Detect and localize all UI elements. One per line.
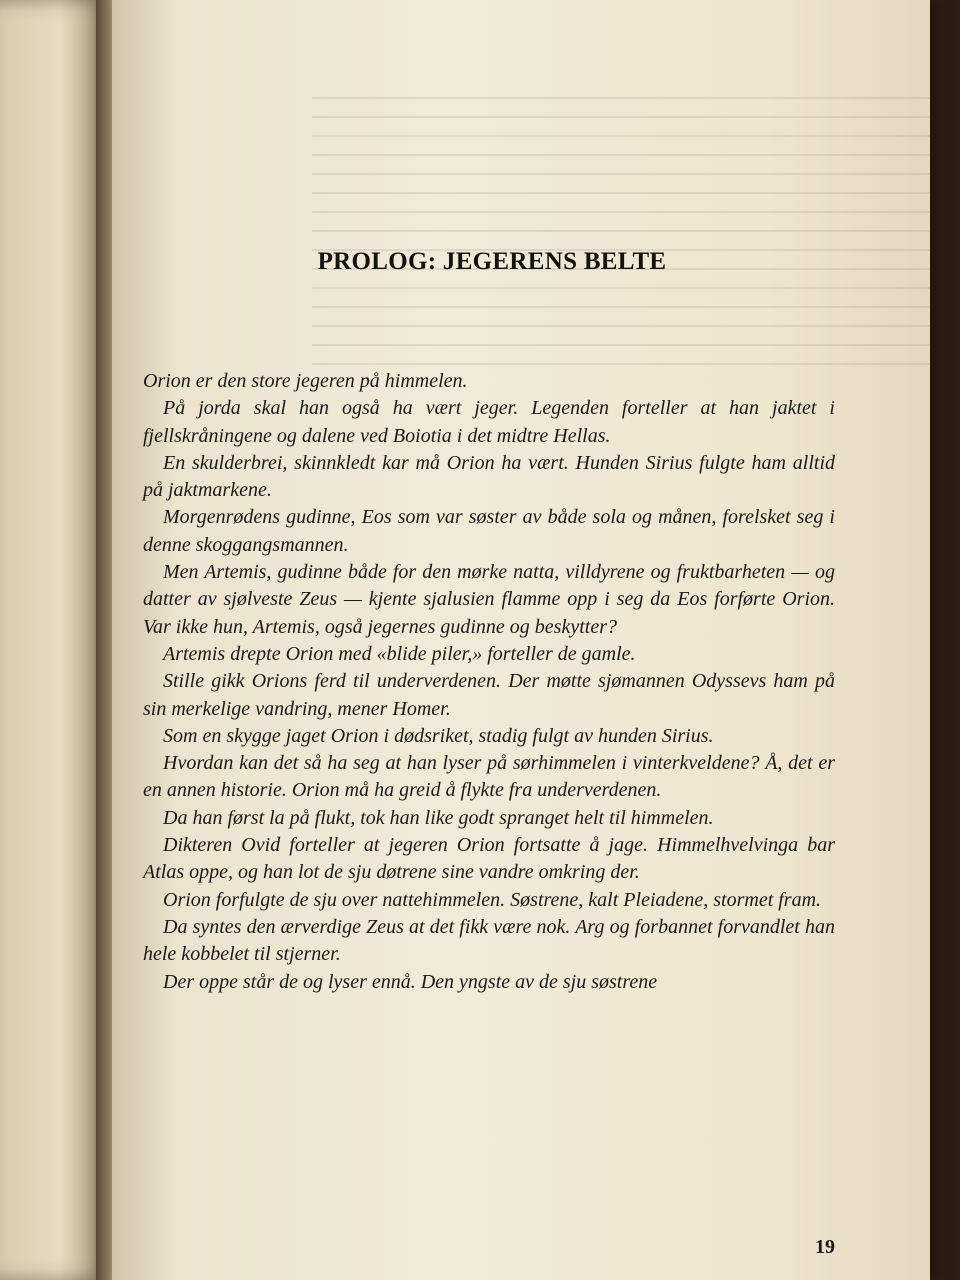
paragraph: Orion forfulgte de sju over nattehimmelen. Søstrene, kalt Pleiadene, stormet fram. (163, 888, 822, 911)
facing-page (0, 0, 110, 1280)
paragraph: Stille gikk Orions ferd til underverdenen. Der møtte sjømannen Odyssevs ham på sin merkelige vandring, mener Homer. (143, 670, 835, 720)
page-number: 19 (815, 1236, 835, 1258)
paragraph: Morgenrødens gudinne, Eos som var søster av både sola og månen, forelsket seg i denne skoggangsmannen. (143, 506, 835, 556)
paragraph: Da syntes den ærverdige Zeus at det fikk være nok. Arg og forbannet forvandlet han hele kobbelet til stjerner. (143, 915, 835, 966)
paragraph: Som en skygge jaget Orion i dødsriket, stadig fulgt av hunden Sirius. (163, 724, 714, 747)
paragraph: En skulderbrei, skinnkledt kar må Orion ha vært. Hunden Sirius fulgte ham alltid på jaktmarkene. (143, 451, 835, 502)
paragraph: Hvordan kan det så ha seg at han lyser på sørhimmelen i vinterkveldene? Å, det er en annen historie. Orion må ha greid å flykte fra underverdenen. (143, 752, 835, 802)
paragraph: Orion er den store jegeren på himmelen. (143, 370, 468, 392)
paragraph: Men Artemis, gudinne både for den mørke natta, villdyrene og fruktbarheten — og datter av sjølveste Zeus — kjente sjalusien flamme opp i seg da Eos forførte Orion. Var ikke hun, Artemis, også jegernes gudinne og beskytter? (143, 561, 835, 638)
paragraph: Der oppe står de og lyser ennå. Den yngste av de sju søstrene (163, 970, 658, 993)
chapter-title: PROLOG: JEGERENS BELTE (317, 248, 667, 275)
show-through-text (312, 80, 932, 380)
paragraph: Artemis drepte Orion med «blide piler,» forteller de gamle. (163, 642, 636, 665)
chapter-body (143, 368, 835, 996)
paragraph: Dikteren Ovid forteller at jegeren Orion fortsatte å jage. Himmelhvelvinga bar Atlas oppe, og han lot de sju døtrene sine vandre omkring der. (143, 834, 835, 884)
paragraph: Da han først la på flukt, tok han like godt spranget helt til himmelen. (163, 806, 714, 829)
paragraph: På jorda skal han også ha vært jeger. Legenden forteller at han jaktet i fjellskråningene og dalene ved Boiotia i det midtre Hellas. (143, 397, 835, 447)
